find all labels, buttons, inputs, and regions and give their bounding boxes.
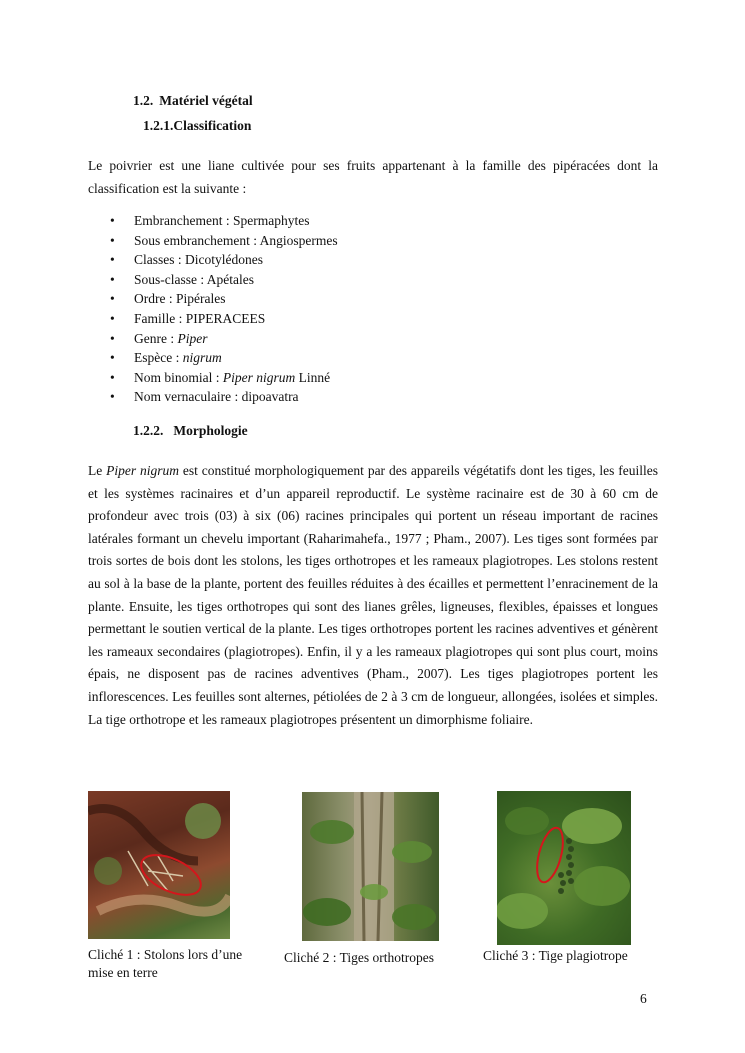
list-item (110, 348, 338, 368)
list-item-label: Genre : (134, 330, 178, 346)
list-item-label: Espèce : (134, 350, 183, 366)
intro-paragraph: Le poivrier est une liane cultivée pour ses fruits appartenant à la famille des pipéracées dont la classification est la suivante : (88, 158, 658, 196)
section-title: Matériel végétal (159, 93, 253, 108)
subsection-number: 1.2.1. (143, 118, 174, 133)
subsection-number: 1.2.2. (133, 423, 164, 438)
list-item: • Sous embranchement : Angiospermes (110, 231, 338, 251)
list-item-label: Nom binomial : (134, 369, 223, 385)
list-item (110, 368, 338, 388)
binomial-name: Piper nigrum (222, 369, 296, 385)
subsection-heading-morphology (133, 423, 248, 439)
photo-tiges-orthotropes (302, 792, 439, 941)
section-heading (133, 93, 253, 109)
classification-list (110, 211, 338, 407)
morphology-paragraph (88, 460, 658, 731)
photo-plagiotrope-image (497, 791, 631, 945)
list-item: • Sous-classe : Apétales (110, 270, 338, 290)
caption-photo-1: Cliché 1 : Stolons lors d’une mise en terre (88, 947, 243, 980)
caption-photo-2: Cliché 2 : Tiges orthotropes (284, 950, 435, 965)
page-number: 6 (640, 991, 647, 1006)
genus-name: Piper (177, 330, 208, 346)
list-item: • Ordre : Pipérales (110, 289, 338, 309)
section-number: 1.2. (133, 93, 154, 108)
paragraph-prefix: Le (88, 463, 107, 478)
list-item: • Famille : PIPERACEES (110, 309, 338, 329)
photo-stolons (88, 791, 230, 939)
subsection-heading-classification (143, 118, 251, 134)
photo-tige-plagiotrope (497, 791, 631, 945)
list-item (110, 329, 338, 349)
list-item: • Classes : Dicotylédones (110, 250, 338, 270)
photo-orthotropes-image (302, 792, 439, 941)
species-name: nigrum (182, 350, 222, 366)
subsection-title: Classification (173, 118, 252, 133)
list-item: • Embranchement : Spermaphytes (110, 211, 338, 231)
paragraph-body: est constitué morphologiquement par des appareils végétatifs dont les tiges, les feuilles et les systèmes racinaires et d’un appareil reproductif. Le système racinaire est de 30 à 60 cm de profondeur avec trois (03) à six (06) racines principales qui portent un réseau important de racines latérales formant un chevelu important (Raharimahefa., 1977 ; Pham., 2007). Les tiges sont formées par trois sortes de bois dont les stolons, les tiges orthotropes et les rameaux plagiotropes. Les stolons restent au sol à la base de la plante, portent des feuilles réduites à des écailles et permettent l’enracinement de la plante. Ensuite, les tiges orthotropes qui sont des lianes grêles, ligneuses, flexibles, épaisses et longues permettant le soutien vertical de la plante. Les tiges orthotropes portent les racines adventives et génèrent les rameaux secondaires (plagiotropes). Enfin, il y a les rameaux plagiotropes qui sont plus court, moins épais, ne disposent pas de racines adventives (Pham., 2007). Les tiges plagiotropes portent les inflorescences. Les feuilles sont alternes, pétiolées de 2 à 3 cm de longueur, allongées, isolées et simples. La tige orthotrope et les rameaux plagiotropes présentent un dimorphisme foliaire. (88, 463, 658, 727)
subsection-title: Morphologie (173, 423, 248, 438)
list-item: • Nom vernaculaire : dipoavatra (110, 387, 338, 407)
caption-photo-3: Cliché 3 : Tige plagiotrope (483, 948, 628, 963)
photo-stolons-image (88, 791, 230, 939)
binomial-author: Linné (295, 369, 331, 385)
species-name: Piper nigrum (106, 463, 180, 478)
